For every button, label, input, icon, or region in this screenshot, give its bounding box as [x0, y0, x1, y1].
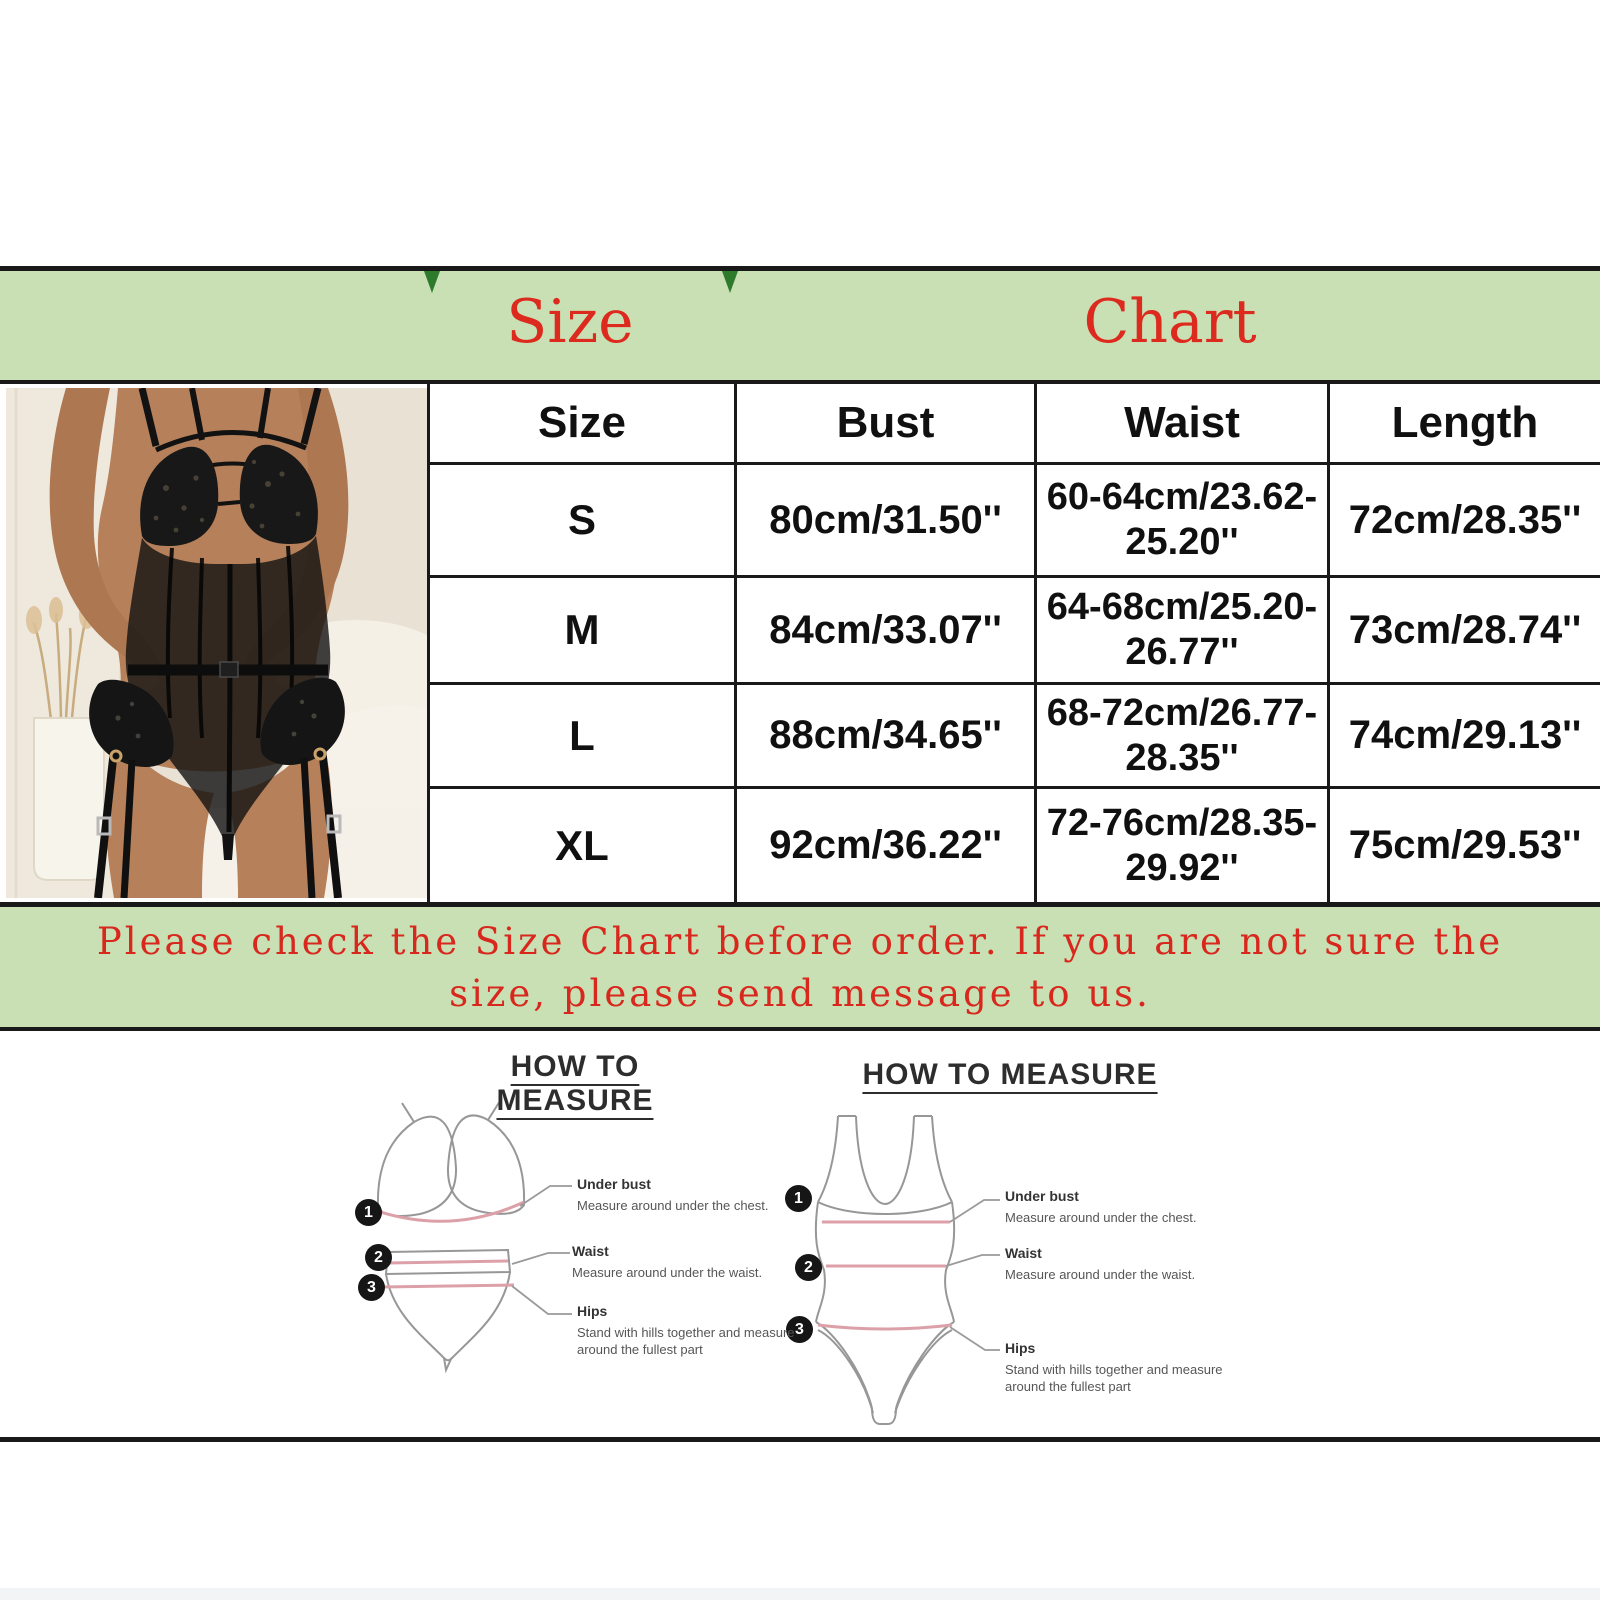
- product-photo: [0, 384, 430, 902]
- waist-label: Waist: [1005, 1245, 1042, 1261]
- under-bust-note-left: [577, 1176, 792, 1214]
- size-table: [0, 384, 1600, 902]
- row-m-bust: 84cm/33.07'': [737, 578, 1037, 685]
- title-word-chart: Chart: [1083, 287, 1257, 357]
- bottom-strip: [0, 1588, 1600, 1600]
- row-m-length: 73cm/28.74'': [1330, 578, 1600, 685]
- bra-panty-figure: [378, 1101, 524, 1370]
- row-m-waist: 64-68cm/25.20-26.77'': [1037, 578, 1330, 685]
- step-2-badge-left: 2: [365, 1244, 392, 1271]
- waist-label: Waist: [572, 1243, 609, 1259]
- green-marker-triangle-right: [722, 271, 738, 293]
- under-bust-label: Under bust: [1005, 1188, 1079, 1204]
- row-s-bust: 80cm/31.50'': [737, 465, 1037, 578]
- title-banner: [0, 266, 1600, 384]
- step-3-badge-left: 3: [358, 1274, 385, 1301]
- notice-banner: [0, 902, 1600, 1031]
- row-xl-bust: 92cm/36.22'': [737, 789, 1037, 902]
- row-l-size: L: [430, 685, 737, 789]
- column-header-waist: Waist: [1037, 384, 1330, 465]
- waist-desc: Measure around under the waist.: [1005, 1267, 1196, 1282]
- row-xl-length: 75cm/29.53'': [1330, 789, 1600, 902]
- hips-label: Hips: [1005, 1340, 1036, 1356]
- under-bust-label: Under bust: [577, 1176, 651, 1192]
- size-table-grid: [430, 384, 1600, 902]
- left-connector-lines: [512, 1186, 572, 1314]
- row-l-waist: 68-72cm/26.77-28.35'': [1037, 685, 1330, 789]
- hips-desc: Stand with hills together and measure around the fullest part: [1005, 1362, 1223, 1394]
- title-word-size: Size: [506, 287, 634, 357]
- waist-desc: Measure around under the waist.: [572, 1265, 763, 1280]
- waist-note-right: [1005, 1245, 1220, 1283]
- measure-diagrams: [0, 1034, 1600, 1437]
- row-l-bust: 88cm/34.65'': [737, 685, 1037, 789]
- step-2-badge-right: 2: [795, 1254, 822, 1281]
- bottom-divider: [0, 1437, 1600, 1442]
- row-m-size: M: [430, 578, 737, 685]
- under-bust-desc: Measure around under the chest.: [1005, 1210, 1197, 1225]
- lingerie-model-illustration: [6, 388, 427, 898]
- hips-note-right: [1005, 1340, 1255, 1395]
- column-header-bust: Bust: [737, 384, 1037, 465]
- column-header-length: Length: [1330, 384, 1600, 465]
- step-1-badge-left: 1: [355, 1199, 382, 1226]
- measure-title-right: HOW TO MEASURE: [862, 1058, 1158, 1091]
- bodysuit-figure: [816, 1116, 954, 1424]
- under-bust-note-right: [1005, 1188, 1220, 1226]
- waist-note-left: [572, 1243, 787, 1281]
- row-s-length: 72cm/28.35'': [1330, 465, 1600, 578]
- row-s-size: S: [430, 465, 737, 578]
- hips-note-left: [577, 1303, 827, 1358]
- hips-label: Hips: [577, 1303, 608, 1319]
- under-bust-desc: Measure around under the chest.: [577, 1198, 769, 1213]
- green-marker-triangle-left: [424, 271, 440, 293]
- hips-desc: Stand with hills together and measure around the fullest part: [577, 1325, 795, 1357]
- notice-line-1: Please check the Size Chart before order. If you are not sure the: [96, 920, 1504, 963]
- column-header-size: Size: [430, 384, 737, 465]
- right-measure-lines: [818, 1222, 952, 1329]
- row-xl-size: XL: [430, 789, 737, 902]
- row-s-waist: 60-64cm/23.62-25.20'': [1037, 465, 1330, 578]
- measure-title-left: HOW TO MEASURE: [496, 1050, 654, 1117]
- row-xl-waist: 72-76cm/28.35-29.92'': [1037, 789, 1330, 902]
- row-l-length: 74cm/29.13'': [1330, 685, 1600, 789]
- step-1-badge-right: 1: [785, 1185, 812, 1212]
- notice-line-2: size, please send message to us.: [449, 972, 1151, 1015]
- step-3-badge-right: 3: [786, 1316, 813, 1343]
